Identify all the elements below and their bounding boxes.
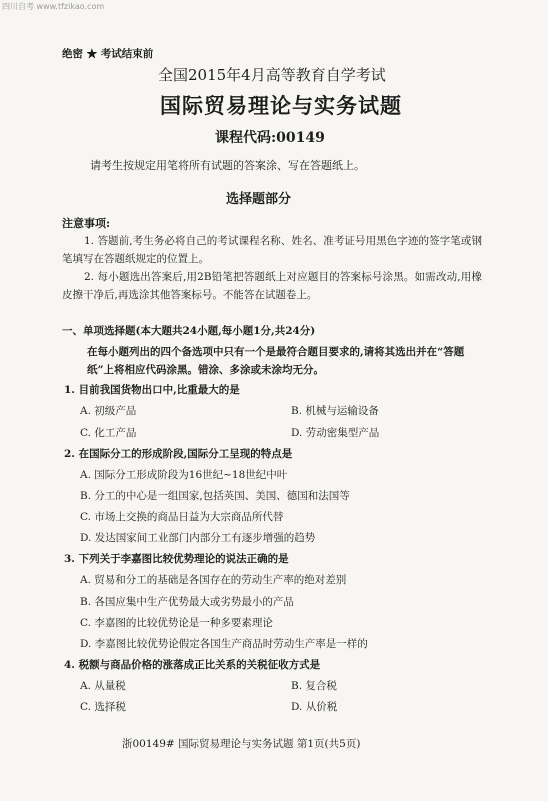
question-4-option-d: D. 从价税 [291,701,338,713]
section-title: 选择题部分 [226,192,292,207]
question-2-option-a: A. 国际分工形成阶段为16世纪~18世纪中叶 [80,469,288,481]
page-footer: 浙00149# 国际贸易理论与实务试题 第1页(共5页) [122,738,361,750]
notice-item-2: 2. 每小题选出答案后,用2B铅笔把答题纸上对应题目的答案标号涂黑。如需改动,用橡皮擦干净后,再选涂其他答案标号。不能答在试题卷上。 [62,271,482,301]
question-4-option-b: B. 复合税 [291,680,337,692]
question-3-stem: 3. 下列关于李嘉图比较优势理论的说法正确的是 [64,553,289,565]
question-3-option-c: C. 李嘉图的比较优势论是一种多要素理论 [80,617,273,629]
question-3-option-b: B. 各国应集中生产优势最大或劣势最小的产品 [80,596,294,608]
question-3-option-a: A. 贸易和分工的基础是各国存在的劳动生产率的绝对差别 [80,574,347,586]
secret-label: 绝密 ★ 考试结束前 [62,48,154,60]
exam-year: 全国2015年4月高等教育自学考试 [158,66,386,84]
exam-title: 国际贸易理论与实务试题 [160,93,402,118]
course-code: 课程代码:00149 [215,130,325,146]
part-header: 一、单项选择题(本大题共24小题,每小题1分,共24分) [62,325,316,337]
question-4-option-c: C. 选择税 [80,701,126,713]
question-2-option-b: B. 分工的中心是一组国家,包括英国、美国、德国和法国等 [80,490,350,502]
question-1-stem: 1. 目前我国货物出口中,比重最大的是 [64,384,240,396]
question-1-option-c: C. 化工产品 [80,427,137,439]
question-2-option-c: C. 市场上交换的商品日益为大宗商品所代替 [80,511,284,523]
watermark: 四川自考 www.tfzikao.com [2,2,105,11]
general-instruction: 请考生按规定用笔将所有试题的答案涂、写在答题纸上。 [90,159,365,172]
notice-item-1: 1. 答题前,考生务必将自己的考试课程名称、姓名、准考证号用黑色字迹的签字笔或钢笔填写在答题纸规定的位置上。 [62,235,482,265]
question-3-option-d: D. 李嘉图比较优势论假定各国生产商品时劳动生产率是一样的 [80,638,368,650]
question-2-option-d: D. 发达国家间工业部门内部分工有逐步增强的趋势 [80,532,316,544]
question-2-stem: 2. 在国际分工的形成阶段,国际分工呈现的特点是 [64,448,293,460]
question-1-option-d: D. 劳动密集型产品 [291,427,380,439]
part-instruction: 在每小题列出的四个备选项中只有一个是最符合题目要求的,请将其选出并在“答题纸”上将相应代码涂黑。错涂、多涂或未涂均无分。 [87,346,465,376]
question-4-option-a: A. 从量税 [80,680,126,692]
notice-heading: 注意事项: [62,217,111,230]
question-1-option-b: B. 机械与运输设备 [291,405,379,417]
question-4-stem: 4. 税额与商品价格的涨落成正比关系的关税征收方式是 [64,659,321,671]
question-1-option-a: A. 初级产品 [80,405,137,417]
